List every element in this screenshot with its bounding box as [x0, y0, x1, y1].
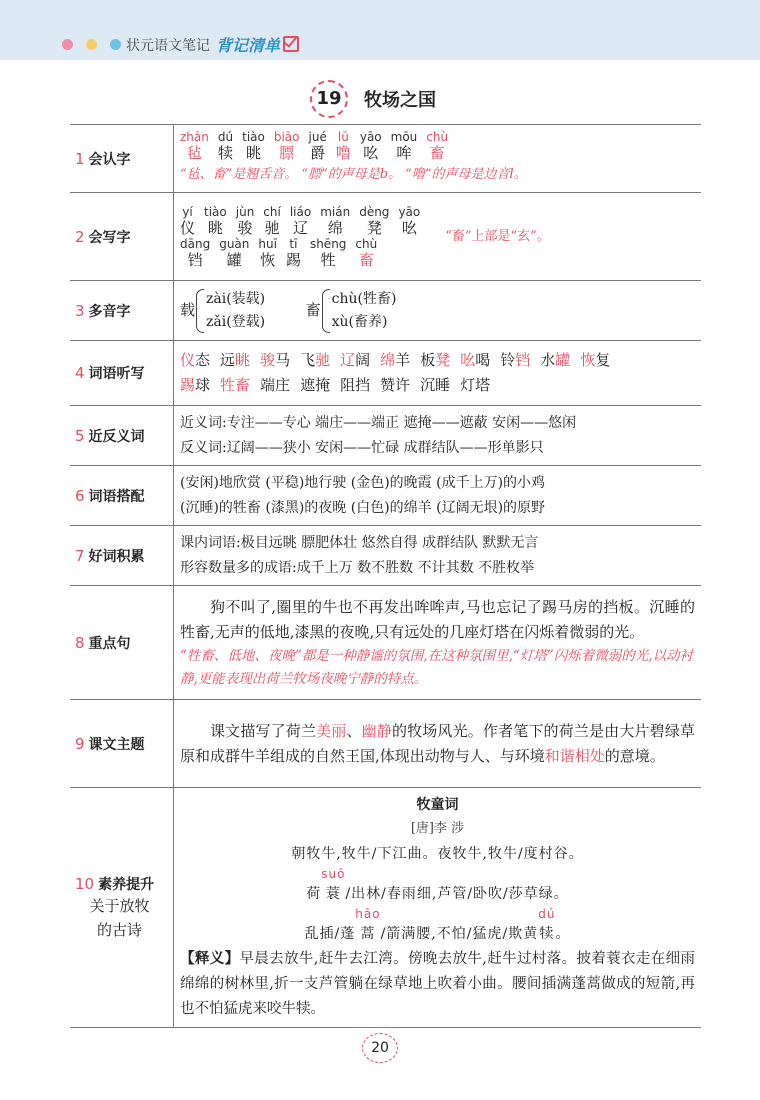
subbrand-text: 背记清单	[216, 36, 281, 55]
word-part: 铛	[515, 351, 531, 369]
word-part: 绵	[380, 351, 396, 369]
key-sentence-note: “牲畜、低地、夜晚”都是一种静谧的氛围,在这种氛围里,“灯塔”闪烁着微弱的光,以动衬静,更能表现出荷兰牧场夜晚宁静的特点。	[180, 647, 693, 687]
dictation-word	[420, 351, 450, 369]
pinyin: hāo	[355, 907, 381, 921]
word-part: 眺	[235, 351, 251, 369]
row-number: 4	[75, 364, 85, 382]
char: 噜	[335, 144, 351, 162]
row-title: 好词积累	[88, 548, 145, 565]
poem-text: 。	[555, 926, 571, 942]
poem-line	[180, 907, 695, 947]
row-label	[70, 466, 174, 526]
theme-part: 、	[346, 721, 362, 740]
poem-text: /箭满腰,不怕/猛虎/欺黄	[380, 926, 539, 942]
word-line	[180, 373, 695, 398]
row-vocabulary	[70, 526, 701, 586]
pinyin-char	[180, 130, 209, 162]
row-heading	[75, 874, 172, 894]
poem-text: /出林/春雨细,芦管/卧吹/莎草绿。	[345, 886, 569, 902]
row-dictation	[70, 341, 701, 406]
word-part: 飞	[300, 351, 316, 369]
char: 畜	[429, 144, 445, 162]
row-number: 9	[75, 734, 85, 753]
vocab-line: 课内词语:极目远眺 膘肥体壮 悠然自得 成群结队 默默无言	[180, 534, 539, 551]
checkmark-icon	[283, 36, 299, 52]
reading: zǎi(登载)	[206, 313, 266, 330]
pinyin: yāo	[359, 130, 382, 144]
write-chars-grid	[180, 205, 429, 269]
pinyin: jué	[308, 130, 327, 144]
word-part: 驰	[315, 351, 331, 369]
row-number: 2	[75, 227, 85, 246]
row-title: 词语听写	[88, 366, 145, 382]
antonym-line: 反义词:辽阔——狭小 安闲——忙碌 成群结队——形单影只	[180, 439, 544, 456]
char: 眺	[207, 218, 223, 237]
word-part: 赞许	[380, 376, 411, 394]
annotated-char	[355, 907, 380, 947]
pinyin: mōu	[390, 130, 418, 144]
pinyin-char	[391, 130, 418, 162]
char: 蒿	[360, 926, 376, 942]
char: 绵	[327, 218, 343, 237]
row-label	[70, 788, 174, 1028]
pinyin: dāng	[180, 236, 211, 251]
explanation-text: 早晨去放牛,赶牛去江湾。傍晚去放牛,赶牛过村落。披着蓑衣走在细雨绵绵的树林里,折一支芦管躺在绿草地上吹着小曲。腰间插满蓬蒿做成的短箭,再也不怕猛虎来咬牛犊。	[180, 951, 696, 1017]
word-part: 吆	[460, 351, 476, 369]
char: 吆	[363, 144, 379, 162]
row-title: 近反义词	[88, 428, 145, 445]
polyphone-char: 载	[180, 301, 196, 319]
row-label	[70, 281, 174, 341]
theme-highlight: 和谐相处	[544, 746, 605, 765]
char: 犊	[539, 926, 555, 942]
pinyin-char	[398, 205, 420, 237]
char: 骏	[237, 218, 253, 237]
subbrand-name	[216, 33, 299, 56]
theme-highlight: 幽静	[361, 721, 392, 740]
poem-author: [唐]李 涉	[410, 821, 465, 836]
dictation-word	[260, 376, 290, 394]
row-title: 会认字	[88, 151, 131, 168]
pinyin-char	[219, 237, 249, 269]
row-subtitle: 的古诗	[96, 920, 142, 939]
header-bar	[0, 0, 760, 60]
dictation-word	[380, 376, 410, 394]
pinyin: yāo	[398, 204, 421, 219]
pinyin-char	[359, 205, 389, 237]
theme-part: 的意境。	[604, 746, 665, 765]
char: 辽	[293, 218, 309, 237]
pinyin-char	[204, 205, 227, 237]
row-content	[174, 193, 702, 281]
word-part: 远	[220, 351, 236, 369]
dictation-word	[300, 376, 330, 394]
page-number: 20	[362, 1033, 398, 1063]
pinyin-char	[309, 130, 327, 162]
pinyin-char	[274, 130, 300, 162]
pinyin-char	[180, 237, 210, 269]
word-part: 复	[595, 351, 611, 369]
dictation-word	[380, 351, 410, 369]
pinyin-char	[310, 237, 346, 269]
reading: zài(装载)	[206, 290, 266, 307]
row-number: 8	[75, 633, 85, 652]
dictation-word	[220, 351, 250, 369]
reading: xù(畜养)	[331, 313, 388, 330]
char: 蓑	[325, 886, 341, 902]
word-part: 羊	[395, 351, 411, 369]
pinyin: dú	[217, 130, 234, 144]
word-part: 沉睡	[420, 376, 451, 394]
row-title: 多音字	[88, 303, 131, 320]
word-part: 水	[540, 351, 556, 369]
page-title: 牧场之国	[364, 90, 436, 111]
word-part: 球	[195, 376, 211, 394]
char: 膘	[279, 144, 295, 162]
poem-title: 牧童词	[416, 797, 459, 813]
theme-part: 课文描写了荷兰	[210, 721, 317, 740]
word-part: 铃	[500, 351, 516, 369]
word-part: 凳	[435, 351, 451, 369]
row-label	[70, 193, 174, 281]
row-title: 课文主题	[88, 736, 145, 753]
poem-line	[180, 867, 695, 907]
pinyin: chí	[263, 204, 281, 219]
row-polyphones	[70, 281, 701, 341]
pinyin: zhān	[180, 130, 209, 144]
row-label	[70, 700, 174, 788]
synonym-line: 近义词:专注——专心 端庄——端正 遮掩——遮蔽 安闲——悠闲	[180, 414, 577, 431]
annotated-char	[321, 867, 345, 907]
word-part: 仪	[180, 351, 196, 369]
collocation-line: (安闲)地欣赏 (平稳)地行驶 (金色)的晚霞 (成千上万)的小鸡	[180, 474, 546, 491]
polyphone-char: 畜	[305, 301, 321, 319]
reading: chù(牲畜)	[331, 290, 397, 307]
pinyin: yí	[182, 204, 193, 219]
pinyin-char	[180, 205, 195, 237]
char: 铛	[187, 250, 203, 269]
pinyin: chù	[355, 236, 378, 251]
row-collocations	[70, 466, 701, 526]
polyphone-readings	[332, 288, 397, 334]
char: 眺	[245, 144, 261, 162]
char: 罐	[226, 250, 242, 269]
dictation-word	[580, 351, 610, 369]
char: 仪	[180, 218, 196, 237]
pinyin-char	[426, 130, 448, 162]
row-recognize-chars	[70, 125, 701, 193]
pinyin-char	[320, 205, 350, 237]
row-number: 1	[75, 149, 85, 168]
row-label	[70, 526, 174, 586]
pinyin-char	[360, 130, 382, 162]
annotated-char	[538, 907, 555, 947]
dictation-word	[180, 351, 210, 369]
word-part: 踢	[180, 376, 196, 394]
word-part: 喝	[475, 351, 491, 369]
theme-text	[180, 719, 695, 769]
row-content	[174, 406, 702, 466]
char: 哞	[396, 144, 412, 162]
row-number: 6	[75, 486, 85, 505]
poem-text: 荷	[306, 886, 322, 902]
pinyin-char	[336, 130, 351, 162]
word-part: 遮掩	[300, 376, 331, 394]
word-part: 端庄	[260, 376, 291, 394]
word-part: 阻挡	[340, 376, 371, 394]
vocab-line: 形容数量多的成语:成千上万 数不胜数 不计其数 不胜枚举	[180, 559, 535, 576]
word-part: 灯塔	[460, 376, 491, 394]
yellow-dot-icon	[86, 39, 97, 50]
row-label	[70, 341, 174, 406]
pinyin: tiào	[242, 130, 265, 144]
char: 畜	[358, 250, 374, 269]
key-sentence: 狗不叫了,圈里的牛也不再发出哞哞声,马也忘记了踢马房的挡板。沉睡的牲畜,无声的低地,漆黑的夜晚,只有远处的几座灯塔在闪烁着微弱的光。	[180, 597, 695, 641]
pinyin: tī	[289, 236, 298, 251]
row-number: 3	[75, 301, 85, 320]
collocation-line: (沉睡)的牲畜 (漆黑)的夜晚 (白色)的绵羊 (辽阔无垠)的原野	[180, 499, 546, 516]
char: 凳	[366, 218, 382, 237]
theme-part: 的牧场风光。作者笔下的荷兰是由大片碧绿草原和成群牛羊组成的自然王国,体现出动物与人、与环境	[180, 721, 695, 765]
pinyin: suō	[321, 867, 346, 881]
dictation-word	[180, 376, 210, 394]
word-part: 板	[420, 351, 436, 369]
pinyin-char-list	[180, 237, 429, 269]
pinyin: tiào	[204, 204, 227, 219]
row-label	[70, 125, 174, 193]
notes-table	[70, 124, 701, 1028]
pinyin: chù	[426, 130, 449, 144]
row-content	[174, 125, 702, 193]
row-title: 会写字	[88, 229, 131, 246]
row-title: 重点句	[88, 635, 131, 652]
row-content	[174, 700, 702, 788]
row-title: 词语搭配	[88, 488, 145, 505]
pink-dot-icon	[62, 39, 73, 50]
word-part: 马	[275, 351, 291, 369]
row-number: 5	[75, 426, 85, 445]
pinyin-char-list	[180, 205, 429, 237]
row-content	[174, 281, 702, 341]
word-part: 骏	[260, 351, 276, 369]
row-content	[174, 526, 702, 586]
row-write-chars	[70, 193, 701, 281]
pinyin: guàn	[219, 236, 250, 251]
pinyin: liáo	[289, 204, 312, 219]
pinyin-char	[290, 205, 311, 237]
row-title: 素养提升	[98, 876, 155, 893]
blue-dot-icon	[110, 39, 121, 50]
char: 牲	[320, 250, 336, 269]
pinyin-char	[236, 205, 255, 237]
pinyin: biāo	[273, 130, 300, 144]
word-part: 态	[195, 351, 211, 369]
poem-text: 乱插/蓬	[304, 926, 356, 942]
char: 毡	[186, 144, 202, 162]
row-content	[174, 586, 702, 700]
row-label	[70, 586, 174, 700]
theme-highlight: 美丽	[316, 721, 347, 740]
word-part: 牲畜	[220, 376, 251, 394]
dictation-word	[260, 351, 290, 369]
pinyin: huī	[258, 236, 277, 251]
word-part: 罐	[555, 351, 571, 369]
write-chars-wrap	[180, 205, 695, 269]
polyphone-item	[306, 288, 397, 334]
char: 吆	[401, 218, 417, 237]
word-part: 阔	[355, 351, 371, 369]
row-subtitle: 关于放牧	[89, 896, 150, 915]
dictation-word	[340, 376, 370, 394]
row-literacy	[70, 788, 701, 1028]
pronunciation-note: “毡、畜”是翘舌音。 “膘”的声母是b。 “噜”的声母是边音l。	[180, 167, 527, 182]
pinyin-char	[286, 237, 301, 269]
row-number: 10	[75, 874, 95, 893]
pinyin: mián	[320, 204, 351, 219]
dictation-word	[500, 351, 530, 369]
dictation-word	[460, 376, 490, 394]
pinyin: jùn	[235, 204, 255, 219]
explanation	[180, 947, 695, 1022]
pinyin: shēng	[309, 236, 347, 251]
row-theme	[70, 700, 701, 788]
char: 踢	[285, 250, 301, 269]
dictation-word	[460, 351, 490, 369]
polyphone-readings	[206, 288, 265, 334]
dictation-word	[420, 376, 450, 394]
explanation-tag: 【释义】	[180, 951, 240, 967]
pinyin-char-list	[180, 130, 695, 162]
pinyin-char	[258, 237, 277, 269]
row-key-sentence	[70, 586, 701, 700]
char: 恢	[260, 250, 276, 269]
pinyin-char	[263, 205, 281, 237]
row-content	[174, 788, 702, 1028]
lesson-number: 19	[310, 80, 348, 118]
char: 驰	[264, 218, 280, 237]
row-content	[174, 466, 702, 526]
row-synonyms	[70, 406, 701, 466]
brand-name: 状元语文笔记	[126, 38, 210, 54]
dictation-word	[340, 351, 370, 369]
polyphone-item	[180, 288, 265, 334]
poem-line: 朝牧牛,牧牛/下江曲。夜牧牛,牧牛/度村谷。	[291, 846, 584, 862]
word-line	[180, 348, 695, 373]
row-number: 7	[75, 546, 85, 565]
dictation-word	[220, 376, 250, 394]
pinyin-char	[218, 130, 233, 162]
dictation-word	[540, 351, 570, 369]
word-part: 恢	[580, 351, 596, 369]
word-part: 辽	[340, 351, 356, 369]
pinyin: dú	[538, 907, 556, 921]
char: 爵	[310, 144, 326, 162]
brace-icon	[196, 289, 204, 333]
brace-icon	[322, 289, 330, 333]
row-content	[174, 341, 702, 406]
dictation-word	[300, 351, 330, 369]
row-label	[70, 406, 174, 466]
pinyin-char	[355, 237, 377, 269]
char: 犊	[217, 144, 233, 162]
pinyin-char	[242, 130, 265, 162]
writing-note: “畜”上部是“玄”。	[445, 229, 550, 244]
pinyin: dèng	[359, 204, 390, 219]
pinyin: lū	[337, 130, 349, 144]
